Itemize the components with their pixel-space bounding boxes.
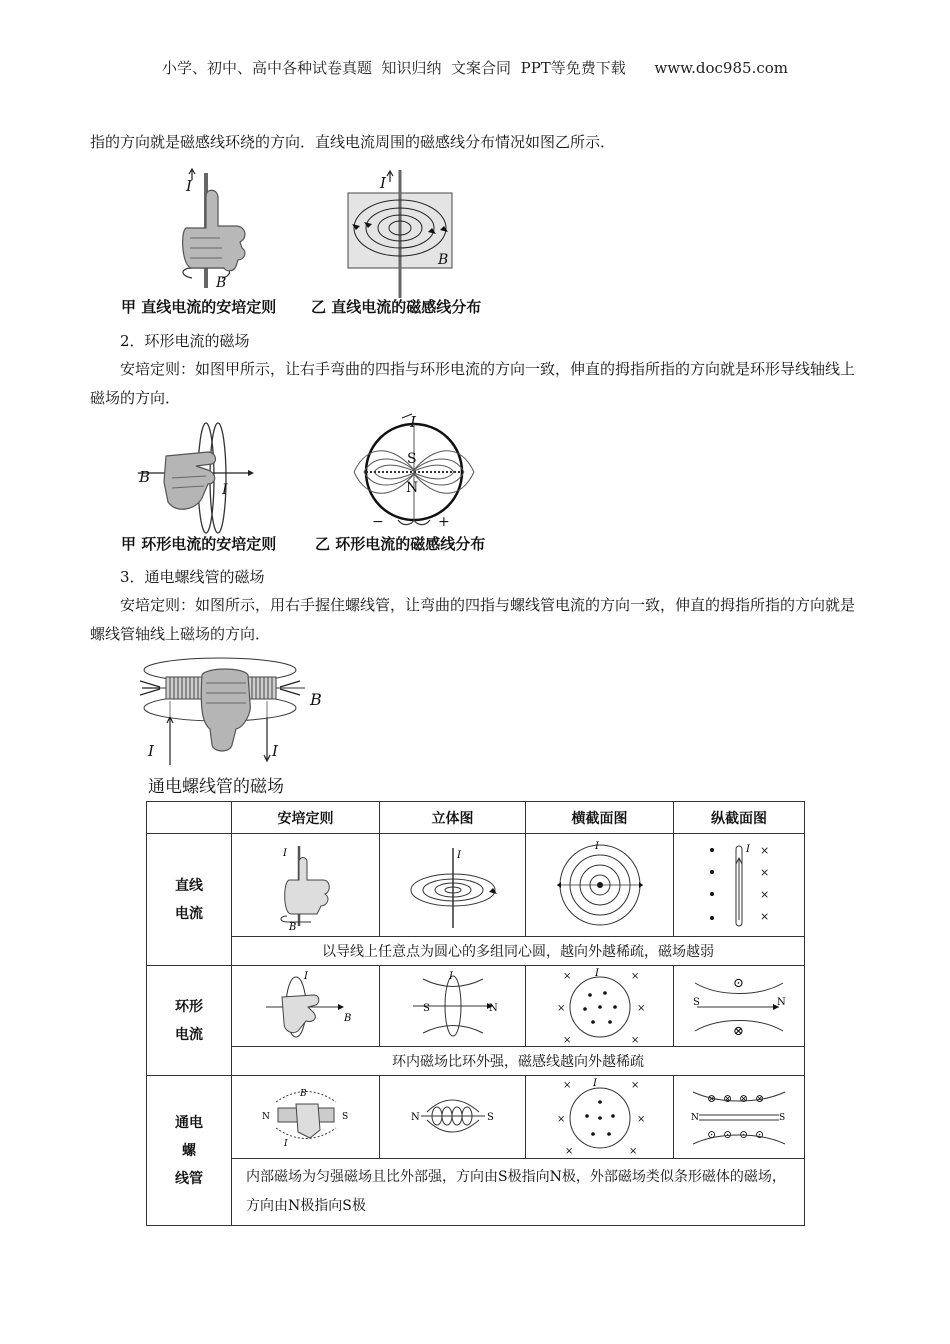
row-name-line: 电流 xyxy=(175,1026,203,1043)
straight-cross-section-cell xyxy=(526,834,674,937)
label-n: N xyxy=(410,1112,420,1123)
solenoid-ampere-rule-cell xyxy=(232,1076,380,1159)
dot-mark xyxy=(588,993,592,997)
cross-circle-mark: ⊗ xyxy=(733,1024,744,1039)
fig3-caption: 通电螺线管的磁场 xyxy=(148,777,284,797)
cross-circle-mark: ⊗ xyxy=(707,1092,717,1105)
solenoid-longitudinal-cell xyxy=(674,1076,805,1159)
fig3-label-i-left: I xyxy=(148,742,154,760)
cross-mark: × xyxy=(630,971,639,982)
row-loop-description: 环内磁场比环外强，磁感线越向外越稀疏 xyxy=(232,1047,805,1076)
row-name-line: 通电 xyxy=(175,1114,203,1131)
label-b: B xyxy=(299,1089,307,1099)
fig1-caption-a: 甲 直线电流的安培定则 xyxy=(121,298,277,316)
loop-3d-cell xyxy=(380,966,526,1047)
table-header-cross-section: 横截面图 xyxy=(526,802,674,834)
label-n: N xyxy=(488,1003,498,1014)
table-row xyxy=(147,834,805,937)
dot-mark xyxy=(608,1020,612,1024)
row-name-line: 直线 xyxy=(175,877,203,894)
cross-circle-mark: ⊗ xyxy=(723,1092,733,1105)
cross-mark: × xyxy=(562,1035,571,1045)
label-i: I xyxy=(283,1139,288,1149)
fig1-label-b-left: B xyxy=(216,275,227,291)
label-s: S xyxy=(779,1113,786,1123)
label-s: S xyxy=(341,1112,348,1122)
section3-heading: 3．通电螺线管的磁场 xyxy=(120,568,265,586)
solenoid-hand-figure xyxy=(140,653,340,768)
straight-current-field-figure xyxy=(340,168,460,300)
table-row xyxy=(147,1076,805,1159)
cross-mark: × xyxy=(628,1146,637,1157)
table-row xyxy=(147,937,805,966)
label-i: I xyxy=(456,850,461,861)
dot-mark xyxy=(598,1100,602,1104)
cross-mark: × xyxy=(562,1080,571,1091)
dot-mark xyxy=(611,1114,615,1118)
dot-mark xyxy=(585,1114,589,1118)
cross-mark: × xyxy=(636,1114,645,1125)
fig2-caption-a: 甲 环形电流的安培定则 xyxy=(121,535,277,553)
dot-circle-mark: ⊙ xyxy=(707,1128,717,1141)
fig1-caption-b: 乙 直线电流的磁感线分布 xyxy=(311,298,482,316)
row-straight-current-header xyxy=(147,834,232,966)
cross-mark: × xyxy=(562,971,571,982)
dot-mark xyxy=(591,1132,595,1136)
fig1-label-i-left: I xyxy=(186,177,192,195)
label-s: S xyxy=(422,1003,430,1014)
table-header-empty xyxy=(147,802,232,834)
cross-mark: × xyxy=(760,844,770,857)
solenoid-cross-section-cell xyxy=(526,1076,674,1159)
loop-longitudinal-cell xyxy=(674,966,805,1047)
fig2-label-b-left: B xyxy=(139,468,151,486)
loop-ampere-rule-cell xyxy=(232,966,380,1047)
fig2-label-plus: + xyxy=(438,514,450,530)
label-i: I xyxy=(448,971,453,982)
row-name-line: 电流 xyxy=(175,905,203,922)
intro-paragraph: 指的方向就是磁感线环绕的方向．直线电流周围的磁感线分布情况如图乙所示． xyxy=(90,133,616,151)
loop-ampere-rule-image xyxy=(256,969,356,1043)
label-i: I xyxy=(592,1078,597,1089)
table-header-ampere-rule: 安培定则 xyxy=(232,802,380,834)
label-s: S xyxy=(486,1112,494,1123)
cross-circle-mark: ⊗ xyxy=(755,1092,765,1105)
row-name-line: 线管 xyxy=(175,1170,203,1187)
label-n: N xyxy=(261,1112,270,1122)
straight-ampere-rule-image xyxy=(261,840,351,930)
fig1-label-i-right: I xyxy=(380,174,386,192)
dot-mark xyxy=(598,1116,602,1120)
cross-mark: × xyxy=(636,1003,645,1014)
row-name-line: 环形 xyxy=(175,998,203,1015)
dot-mark xyxy=(598,1005,602,1009)
cross-mark: × xyxy=(760,866,770,879)
table-row xyxy=(147,1047,805,1076)
fig2-label-s: S xyxy=(407,451,417,467)
loop-3d-image xyxy=(403,969,503,1043)
dot-circle-mark: ⊙ xyxy=(755,1128,765,1141)
section3-paragraph: 安培定则：如图所示，用右手握住螺线管，让弯曲的四指与螺线管电流的方向一致，伸直的拇指所指的方向就是螺线管轴线上磁场的方向． xyxy=(90,596,856,643)
straight-longitudinal-image xyxy=(694,840,784,930)
table-header-3d-view: 立体图 xyxy=(380,802,526,834)
page-header: 小学、初中、高中各种试卷真题 知识归纳 文案合同 PPT等免费下载 www.doc985.com xyxy=(161,59,788,77)
cross-mark: × xyxy=(556,1114,565,1125)
label-i: I xyxy=(282,848,287,859)
straight-3d-cell xyxy=(380,834,526,937)
dot-mark xyxy=(710,892,714,896)
table-header-row xyxy=(147,802,805,834)
section2-paragraph: 安培定则：如图甲所示，让右手弯曲的四指与环形电流的方向一致，伸直的拇指所指的方向就是环形导线轴线上磁场的方向． xyxy=(90,360,856,407)
table-header-longitudinal-section: 纵截面图 xyxy=(674,802,805,834)
label-i: I xyxy=(594,841,599,852)
loop-cross-section-image xyxy=(555,967,645,1045)
row-name-line: 螺 xyxy=(182,1142,196,1159)
dot-mark xyxy=(603,991,607,995)
row-solenoid-header xyxy=(147,1076,232,1226)
summary-table xyxy=(146,801,805,1226)
solenoid-cross-section-image xyxy=(555,1076,645,1158)
dot-mark xyxy=(583,1007,587,1011)
cross-mark: × xyxy=(760,910,770,923)
label-b: B xyxy=(288,922,296,930)
fig2-label-i-left: I xyxy=(222,482,228,498)
dot-circle-mark: ⊙ xyxy=(733,976,744,991)
loop-current-hand-figure xyxy=(136,418,256,534)
solenoid-3d-cell xyxy=(380,1076,526,1159)
fig2-label-minus: − xyxy=(372,514,384,530)
label-s: S xyxy=(693,997,700,1008)
row-straight-description: 以导线上任意点为圆心的多组同心圆，越向外越稀疏，磁场越弱 xyxy=(232,937,805,966)
loop-longitudinal-image xyxy=(689,969,789,1043)
straight-3d-image xyxy=(403,840,503,930)
row-loop-current-header xyxy=(147,966,232,1076)
fig2-label-i-right: I xyxy=(410,413,416,431)
cross-mark: × xyxy=(556,1003,565,1014)
table-row xyxy=(147,966,805,1047)
section2-heading: 2．环形电流的磁场 xyxy=(120,332,250,350)
cross-mark: × xyxy=(564,1146,573,1157)
cross-circle-mark: ⊗ xyxy=(739,1092,749,1105)
loop-current-field-figure xyxy=(348,412,484,534)
dot-mark xyxy=(607,1132,611,1136)
dot-mark xyxy=(710,848,714,852)
straight-ampere-rule-cell xyxy=(232,834,380,937)
label-i: I xyxy=(303,971,308,982)
cross-mark: × xyxy=(760,888,770,901)
dot-mark xyxy=(710,916,714,920)
cross-mark: × xyxy=(630,1035,639,1045)
label-b: B xyxy=(343,1013,351,1024)
fig3-label-b: B xyxy=(310,690,322,709)
dot-circle-mark: ⊙ xyxy=(723,1128,733,1141)
label-n: N xyxy=(777,997,786,1008)
dot-mark xyxy=(710,870,714,874)
dot-mark xyxy=(613,1005,617,1009)
label-i: I xyxy=(594,968,599,979)
loop-cross-section-cell xyxy=(526,966,674,1047)
solenoid-longitudinal-image xyxy=(689,1082,789,1152)
straight-longitudinal-cell xyxy=(674,834,805,937)
row-solenoid-description: 内部磁场为匀强磁场且比外部强，方向由S极指向N极，外部磁场类似条形磁体的磁场，方向由N极指向S极 xyxy=(232,1159,805,1226)
solenoid-ampere-rule-image xyxy=(256,1082,356,1152)
label-i: I xyxy=(746,844,750,855)
fig1-label-b-right: B xyxy=(438,252,449,268)
dot-mark xyxy=(591,1020,595,1024)
cross-mark: × xyxy=(630,1080,639,1091)
straight-cross-section-image xyxy=(555,840,645,930)
label-n: N xyxy=(691,1113,699,1123)
table-row xyxy=(147,1159,805,1226)
fig3-label-i-right: I xyxy=(272,742,278,760)
dot-circle-mark: ⊙ xyxy=(739,1128,749,1141)
solenoid-3d-image xyxy=(403,1082,503,1152)
fig2-caption-b: 乙 环形电流的磁感线分布 xyxy=(315,535,486,553)
fig2-label-n: N xyxy=(406,480,419,496)
